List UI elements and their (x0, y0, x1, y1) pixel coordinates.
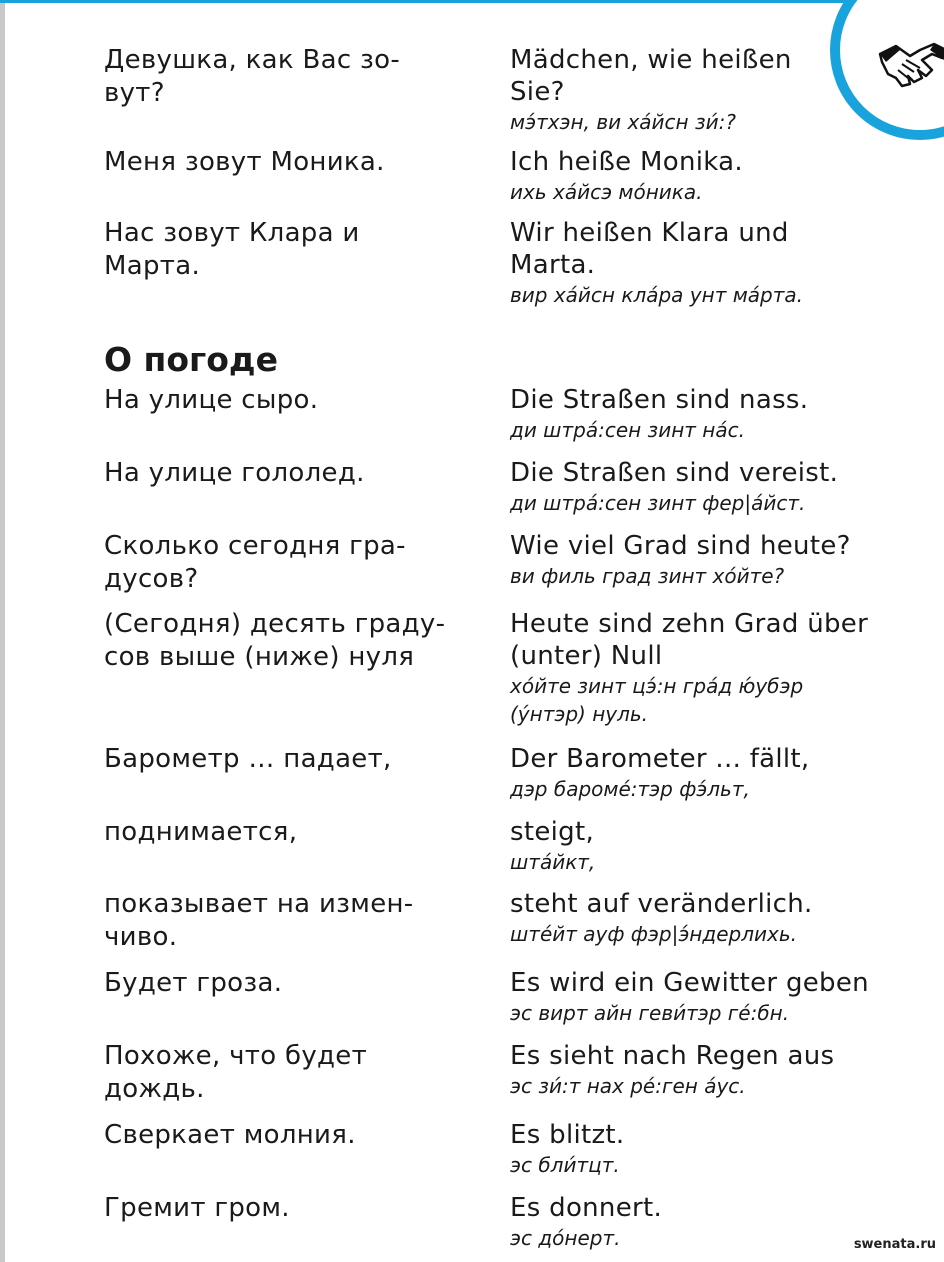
page-edge-bar (0, 0, 5, 1262)
phrase-german-text: Ich heiße Monika. (510, 147, 743, 177)
phrase-transcription: шта́йкт, (510, 850, 596, 874)
phrase-transcription: эс бли́тцт. (510, 1153, 620, 1177)
phrase-russian: Нас зовут Клара и Марта. (104, 218, 360, 281)
phrase-german (510, 888, 910, 948)
phrase-transcription: дэр бароме́:тэр фэ́льт, (510, 777, 750, 801)
phrase-german (510, 743, 910, 803)
phrase-transcription: ди штра́:сен зинт на́с. (510, 418, 745, 442)
phrase-german (510, 1192, 910, 1252)
phrase-transcription: ди штра́:сен зинт фер|а́йст. (510, 491, 806, 515)
phrase-transcription: ихь ха́йсэ мо́ника. (510, 180, 703, 204)
phrase-german-text: Es sieht nach Regen aus (510, 1041, 835, 1071)
phrase-german-text: steht auf veränderlich. (510, 889, 813, 919)
phrase-german (510, 384, 910, 444)
phrase-russian: На улице сыро. (104, 385, 319, 415)
phrase-german (510, 1040, 910, 1100)
phrase-german-text: Es blitzt. (510, 1120, 625, 1150)
phrase-german-text: Mädchen, wie heißen Sie? (510, 45, 792, 107)
phrase-german (510, 530, 910, 590)
phrase-german-text: Es wird ein Gewitter geben (510, 968, 869, 998)
phrase-russian: поднимается, (104, 817, 298, 847)
phrase-russian: Будет гроза. (104, 968, 283, 998)
phrase-german (510, 816, 910, 876)
watermark: swenata.ru (853, 1237, 936, 1252)
phrase-german (510, 1119, 910, 1179)
phrase-russian: показывает на измен- чиво. (104, 889, 414, 952)
phrase-german-text: Der Barometer ... fällt, (510, 744, 810, 774)
phrase-russian: Сверкает молния. (104, 1120, 356, 1150)
phrase-russian: На улице гололед. (104, 458, 365, 488)
phrase-german-text: Wie viel Grad sind heute? (510, 531, 851, 561)
phrase-transcription: эс до́нерт. (510, 1226, 621, 1250)
phrase-transcription: ви филь град зинт хо́йте? (510, 564, 785, 588)
phrase-german (510, 217, 910, 309)
phrase-german-text: Wir heißen Klara und Marta. (510, 218, 789, 280)
phrase-russian: Гремит гром. (104, 1193, 290, 1223)
phrase-russian: Похоже, что будет дождь. (104, 1041, 368, 1104)
phrase-transcription: мэ́тхэн, ви ха́йсн зи́:? (510, 110, 736, 134)
phrase-german-text: Die Straßen sind nass. (510, 385, 809, 415)
phrase-german-text: Die Straßen sind vereist. (510, 458, 839, 488)
phrase-german (510, 146, 910, 206)
phrase-russian: Барометр … падает, (104, 744, 392, 774)
phrase-transcription: ште́йт ауф фэр|э́ндерлихь. (510, 922, 797, 946)
phrase-german (510, 44, 910, 136)
phrase-transcription: хо́йте зинт цэ́:н гра́д ю́убэр (у́нтэр) нуль. (510, 674, 804, 726)
phrase-russian: (Сегодня) десять граду- сов выше (ниже) нуля (104, 609, 446, 672)
top-accent-line (0, 0, 860, 3)
phrase-russian: Сколько сегодня гра- дусов? (104, 531, 406, 594)
phrase-german-text: Es donnert. (510, 1193, 663, 1223)
phrase-german (510, 608, 910, 728)
phrase-russian: Девушка, как Вас зо- вут? (104, 45, 401, 108)
phrase-russian: Меня зовут Моника. (104, 147, 385, 177)
phrase-transcription: вир ха́йсн кла́ра унт ма́рта. (510, 283, 804, 307)
phrase-german (510, 967, 910, 1027)
phrase-german-text: Heute sind zehn Grad über (unter) Null (510, 609, 869, 671)
phrase-german (510, 457, 910, 517)
section-heading: О погоде (104, 340, 278, 379)
phrase-transcription: эс зи́:т нах ре́:ген а́ус. (510, 1074, 746, 1098)
phrase-german-text: steigt, (510, 817, 595, 847)
phrase-transcription: эс вирт айн геви́тэр ге́:бн. (510, 1001, 790, 1025)
